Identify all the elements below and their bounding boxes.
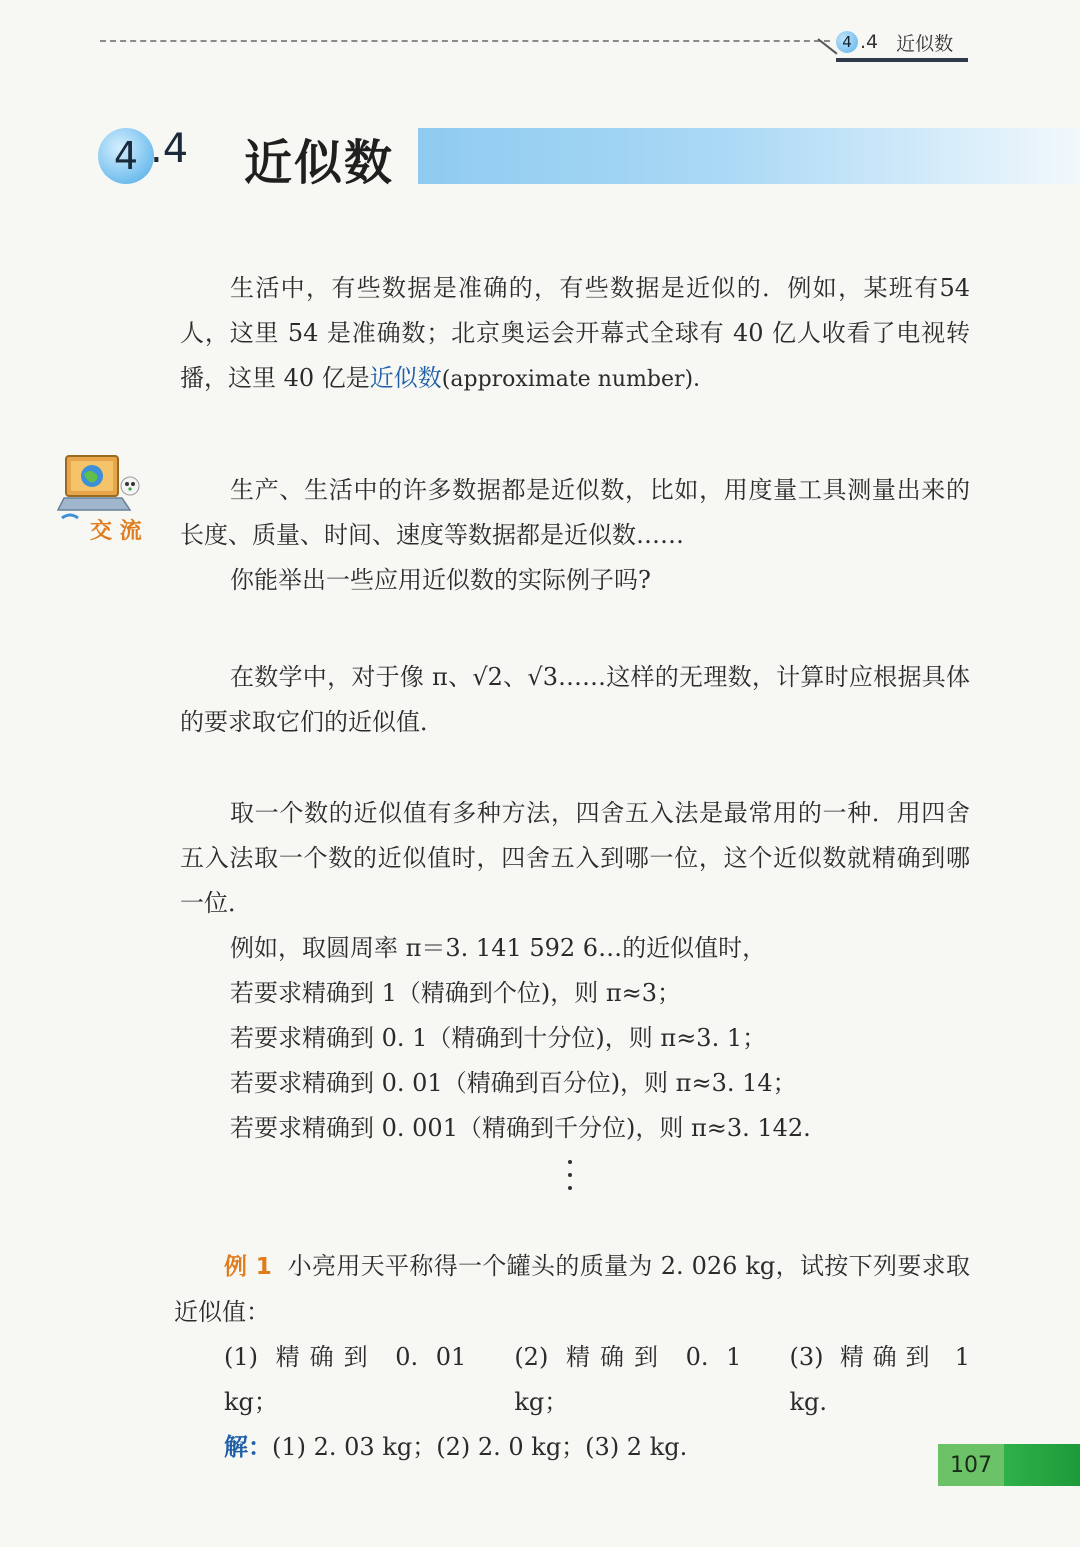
pi-line-1: 若要求精确到 1（精确到个位)，则 π≈3； — [230, 979, 682, 1007]
irrational-text: 在数学中，对于像 π、√2、√3……这样的无理数，计算时应根据具体的要求取它们的近似值． — [180, 663, 970, 736]
example-options — [174, 1335, 970, 1425]
page-number-band — [1003, 1444, 1080, 1486]
header-section-badge: 4 — [836, 31, 858, 53]
intro-text: 生活中，有些数据是准确的，有些数据是近似的．例如，某班有54 人，这里 54 是准确数；北京奥运会开幕式全球有 40 亿人收看了电视转播，这里 40 亿是 — [180, 274, 970, 392]
rounding-explanation: 取一个数的近似值有多种方法，四舍五入法是最常用的一种．用四舍五入法取一个数的近似值时，四舍五入到哪一位，这个近似数就精确到哪一位． — [180, 799, 970, 917]
discussion-label: 交 流 — [90, 519, 142, 544]
pi-line-2: 若要求精确到 0. 1（精确到十分位)，则 π≈3. 1； — [230, 1024, 767, 1052]
header-section-title: 近似数 — [896, 32, 954, 55]
section-number-badge: 4 — [98, 128, 154, 184]
discussion-text: 生产、生活中的许多数据都是近似数，比如，用度量工具测量出来的长度、质量、时间、速度等数据都是近似数…… — [180, 476, 970, 549]
pi-example-intro: 例如，取圆周率 π＝3. 141 592 6…的近似值时， — [230, 934, 767, 962]
header-section-number: .4 — [860, 31, 879, 53]
irrational-paragraph — [180, 655, 970, 745]
discussion-paragraph — [180, 468, 970, 603]
section-title-band — [418, 128, 1080, 184]
vertical-ellipsis — [565, 1160, 575, 1190]
header-dashed-rule — [100, 40, 830, 42]
example-option-1: (1) 精确到 0. 01 kg； — [224, 1343, 467, 1416]
intro-paragraph — [180, 266, 970, 402]
discussion-computer-icon — [56, 452, 152, 548]
pi-line-4: 若要求精确到 0. 001（精确到千分位)，则 π≈3. 142. — [230, 1114, 811, 1142]
example-option-3: (3) 精确到 1 kg. — [789, 1343, 970, 1416]
header-underline — [836, 58, 968, 62]
example-text: 小亮用天平称得一个罐头的质量为 2. 026 kg，试按下列要求取近似值： — [174, 1252, 971, 1326]
discussion-question: 你能举出一些应用近似数的实际例子吗? — [230, 566, 651, 594]
rounding-section — [180, 791, 970, 1151]
term-approximate-number: 近似数 — [369, 364, 442, 392]
section-title: 近似数 — [244, 135, 395, 191]
solution-label: 解： — [224, 1433, 272, 1461]
running-header — [836, 28, 953, 56]
solution-text: (1) 2. 03 kg；(2) 2. 0 kg；(3) 2 kg. — [272, 1433, 688, 1461]
pi-line-3: 若要求精确到 0. 01（精确到百分位)，则 π≈3. 14； — [230, 1069, 797, 1097]
example-option-2: (2) 精确到 0. 1 kg； — [514, 1343, 742, 1416]
example-label: 例 1 — [224, 1254, 272, 1280]
section-number: .4 — [150, 126, 189, 172]
page-number: 107 — [938, 1444, 1004, 1486]
example-1 — [174, 1244, 970, 1470]
term-english: (approximate number)． — [441, 367, 716, 392]
